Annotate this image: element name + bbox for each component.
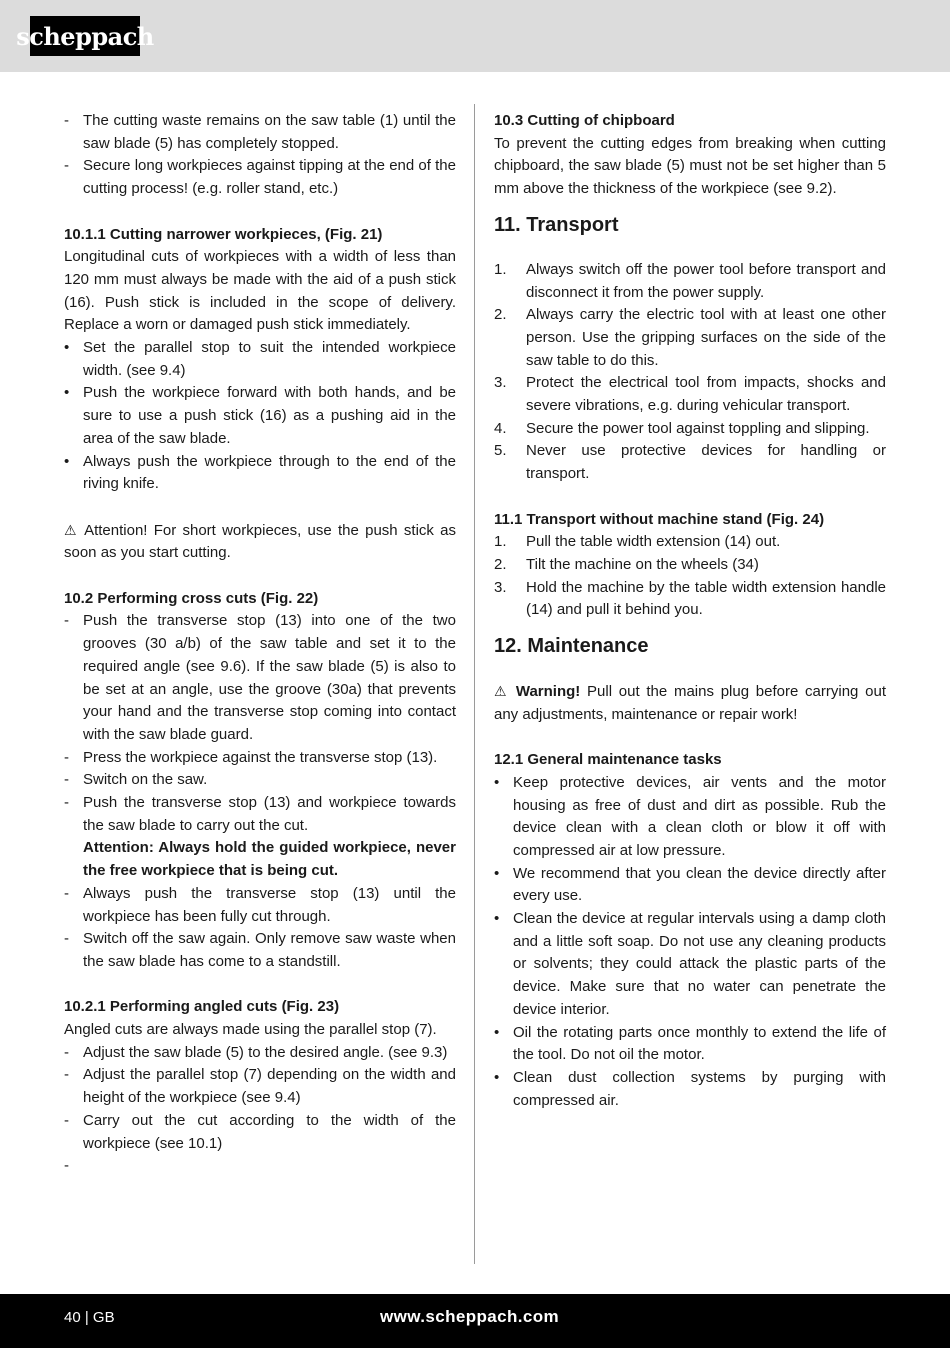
list-item xyxy=(494,577,886,622)
section-10-2-list xyxy=(64,610,456,837)
list-marker: 4. xyxy=(494,419,507,437)
warning-triangle-icon: ⚠ xyxy=(64,521,79,538)
section-10-1-1-list xyxy=(64,337,456,496)
list-item xyxy=(64,747,456,770)
section-10-2-1-list xyxy=(64,1042,456,1175)
list-item-text: Secure long workpieces against tipping at the end of the cutting process! (e.g. roller stand, etc.) xyxy=(83,157,456,198)
list-item xyxy=(494,863,886,908)
list-item-text: Never use protective devices for handling or transport. xyxy=(526,442,886,483)
list-marker: - xyxy=(64,1066,69,1084)
list-marker: - xyxy=(64,771,69,789)
warning-triangle-icon: ⚠ xyxy=(494,683,510,700)
list-item-text: Pull the table width extension (14) out. xyxy=(526,533,781,551)
list-item xyxy=(64,928,456,973)
list-marker: - xyxy=(64,930,69,948)
list-item-text: Switch off the saw again. Only remove saw waste when the saw blade has come to a standstill. xyxy=(83,930,456,970)
section-10-2-bold-note: Attention: Always hold the guided workpiece, never the free workpiece that is being cut. xyxy=(83,839,456,880)
list-item-text: Always push the workpiece through to the end of the riving knife. xyxy=(83,452,456,493)
list-marker: - xyxy=(64,157,69,175)
list-marker: - xyxy=(64,1111,69,1129)
footer-bar xyxy=(0,1294,950,1348)
attention-text: Attention! For short workpieces, use the push stick as soon as you start cutting. xyxy=(64,521,456,562)
list-item-text: Set the parallel stop to suit the intended workpiece width. (see 9.4) xyxy=(83,339,456,379)
list-item xyxy=(494,772,886,863)
list-item xyxy=(64,792,456,837)
section-10-2-1-title: 10.2.1 Performing angled cuts (Fig. 23) xyxy=(64,998,340,1016)
list-item-text: Adjust the parallel stop (7) depending on the width and height of the workpiece (see 9.4) xyxy=(83,1066,456,1107)
list-marker: • xyxy=(64,339,70,357)
list-item xyxy=(64,610,456,746)
section-11-1-list xyxy=(494,531,886,622)
list-item-text: Clean the device at regular intervals using a damp cloth and a little soft soap. Do not use any cleaning products or solvents; they could attack the plastic parts of the device. Make sure that no water can penetrate the device interior. xyxy=(513,910,886,1018)
list-item xyxy=(494,531,886,554)
column-divider xyxy=(474,104,475,1264)
section-11-list xyxy=(494,259,886,486)
list-marker: 3. xyxy=(494,374,507,392)
list-marker: - xyxy=(64,1157,69,1175)
list-item xyxy=(494,440,886,485)
list-marker: 5. xyxy=(494,442,507,460)
section-10-2-list-2 xyxy=(64,883,456,974)
list-item-text: Clean dust collection systems by purging with compressed air. xyxy=(513,1068,886,1109)
list-item-text: Protect the electrical tool from impacts, shocks and severe vibrations, e.g. during vehicular transport. xyxy=(526,374,886,415)
list-item xyxy=(64,883,456,928)
section-10-2-1-text: Angled cuts are always made using the parallel stop (7). xyxy=(64,1021,437,1039)
list-item-text: Push the transverse stop (13) and workpiece towards the saw blade to carry out the cut. xyxy=(83,794,456,834)
list-item-text: Always carry the electric tool with at least one other person. Use the gripping surfaces on the side of the saw table to do this. xyxy=(526,306,886,369)
list-item xyxy=(494,1067,886,1112)
list-item xyxy=(64,451,456,496)
warning-label: Warning! xyxy=(515,683,581,701)
left-column xyxy=(64,110,456,1175)
section-10-1-1-title: 10.1.1 Cutting narrower workpieces, (Fig. 21) xyxy=(64,225,383,243)
section-12-1-list xyxy=(494,772,886,1113)
list-marker: 2. xyxy=(494,306,507,324)
intro-list xyxy=(64,110,456,201)
list-item-text: Always push the transverse stop (13) until the workpiece has been fully cut through. xyxy=(83,884,456,925)
list-marker: • xyxy=(494,910,500,928)
list-item-text: Secure the power tool against toppling and slipping. xyxy=(526,419,870,437)
list-marker: - xyxy=(64,112,69,129)
list-marker: - xyxy=(64,884,69,902)
list-marker: - xyxy=(64,612,69,630)
list-item-text: Push the workpiece forward with both hands, and be sure to use a push stick (16) as a pushing aid in the area of the saw blade. xyxy=(83,384,456,447)
list-marker: • xyxy=(494,773,500,791)
list-item-text: Keep protective devices, air vents and the motor housing as free of dust and dirt as possible. Rub the device clean with a clean cloth or blow it off with compressed air at low pressure. xyxy=(513,773,886,859)
list-item xyxy=(494,304,886,372)
list-marker: 1. xyxy=(494,260,507,278)
list-marker: 2. xyxy=(494,555,507,573)
list-item-text: Hold the machine by the table width extension handle (14) and pull it behind you. xyxy=(526,578,886,619)
list-item xyxy=(494,554,886,577)
warning-text: Pull out the mains plug before carrying out any adjustments, maintenance or repair work! xyxy=(494,683,886,723)
list-item xyxy=(64,337,456,382)
list-item xyxy=(64,155,456,200)
list-marker: • xyxy=(494,1068,500,1086)
section-10-3-title: 10.3 Cutting of chipboard xyxy=(494,112,675,129)
right-column xyxy=(494,110,886,1112)
section-10-3-text: To prevent the cutting edges from breaking when cutting chipboard, the saw blade (5) must not be set higher than 5 mm above the thickness of the workpiece (see 9.2). xyxy=(494,134,886,198)
list-item-text: Oil the rotating parts once monthly to extend the life of the tool. Do not oil the motor. xyxy=(513,1023,886,1064)
section-11-heading: 11. Transport xyxy=(494,213,619,236)
list-item xyxy=(64,110,456,155)
list-item xyxy=(64,769,456,792)
list-item xyxy=(64,1042,456,1065)
attention-note xyxy=(64,519,456,565)
list-item xyxy=(494,259,886,304)
list-marker: • xyxy=(494,1023,500,1041)
list-item xyxy=(494,418,886,441)
list-marker: 1. xyxy=(494,533,507,551)
list-item xyxy=(64,1064,456,1109)
section-12-1-title: 12.1 General maintenance tasks xyxy=(494,751,722,769)
list-item xyxy=(64,1110,456,1155)
list-marker: • xyxy=(64,384,70,402)
section-11-1-title: 11.1 Transport without machine stand (Fig. 24) xyxy=(494,510,825,528)
list-item xyxy=(494,1022,886,1067)
warning-note xyxy=(494,680,886,726)
list-item-text: Push the transverse stop (13) into one of the two grooves (30 a/b) of the saw table and set it to the required angle (see 9.6). If the saw blade (5) is also to be set at an angle, use the groove (30a) that prevents your hand and the transverse stop coming into contact with the saw blade guard. xyxy=(83,612,456,743)
list-marker: • xyxy=(64,452,70,470)
list-marker: - xyxy=(64,748,69,766)
list-item-text: Carry out the cut according to the width of the workpiece (see 10.1) xyxy=(83,1111,456,1152)
list-item xyxy=(494,908,886,1022)
brand-logo: scheppach xyxy=(30,16,140,56)
list-marker: • xyxy=(494,864,500,882)
list-item-text: The cutting waste remains on the saw table (1) until the saw blade (5) has completely stopped. xyxy=(83,112,456,152)
list-item-text: Always switch off the power tool before transport and disconnect it from the power supply. xyxy=(526,260,886,301)
list-marker: - xyxy=(64,1043,69,1061)
header-band xyxy=(0,0,950,72)
list-item-text: Tilt the machine on the wheels (34) xyxy=(526,555,759,573)
list-item-text: Switch on the saw. xyxy=(83,771,208,789)
section-12-heading: 12. Maintenance xyxy=(494,635,649,658)
list-item-text: Press the workpiece against the transverse stop (13). xyxy=(83,748,438,766)
section-10-2-title: 10.2 Performing cross cuts (Fig. 22) xyxy=(64,589,319,607)
section-10-1-1-text: Longitudinal cuts of workpieces with a width of less than 120 mm must always be made with the aid of a push stick (16). Push stick is included in the scope of delivery. Replace a worn or damaged push stick immediately. xyxy=(64,248,456,334)
list-marker: - xyxy=(64,794,69,812)
page-number: 40 | GB xyxy=(64,1309,115,1326)
list-item xyxy=(64,382,456,450)
list-item-text: Adjust the saw blade (5) to the desired angle. (see 9.3) xyxy=(83,1043,448,1061)
list-marker: 3. xyxy=(494,578,507,596)
list-item-text: We recommend that you clean the device directly after every use. xyxy=(513,864,886,905)
website-url: www.scheppach.com xyxy=(380,1307,560,1326)
list-item xyxy=(494,372,886,417)
